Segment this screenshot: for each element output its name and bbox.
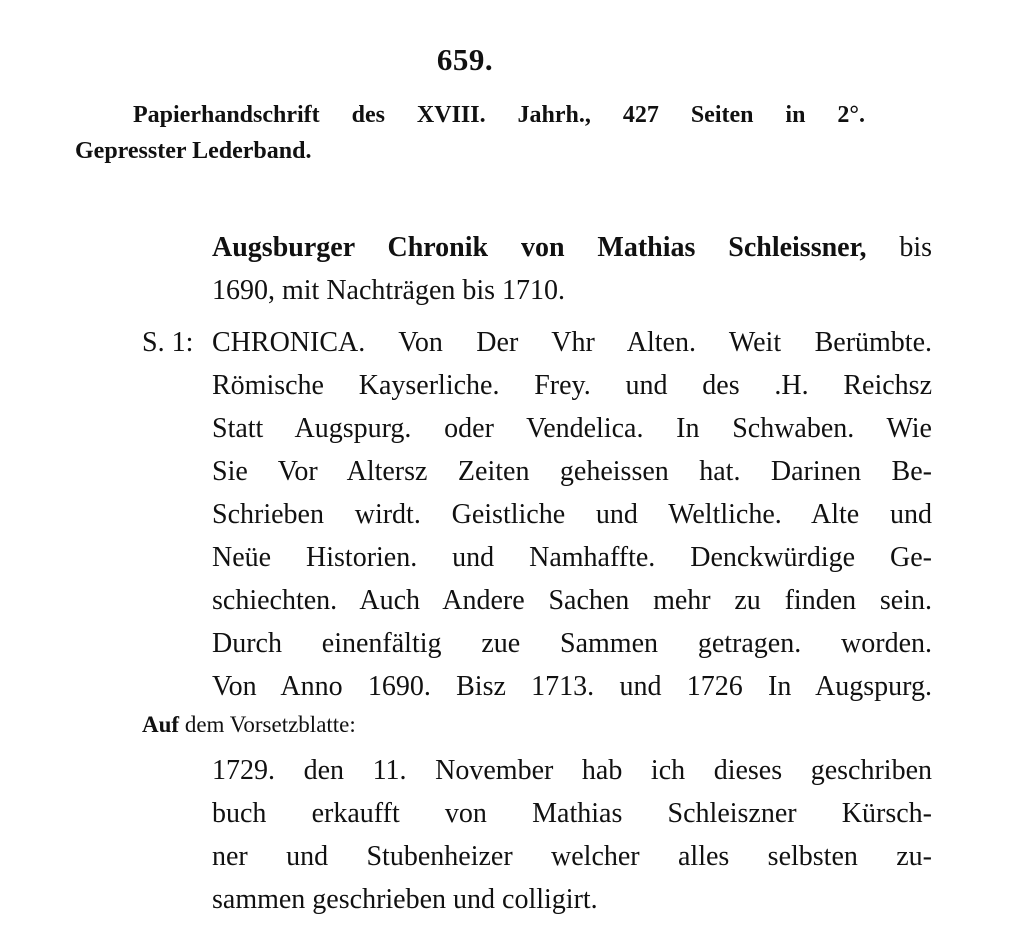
flyleaf-note-label-bold: Auf [142, 712, 180, 737]
flyleaf-note-line: sammen geschrieben und colligirt. [212, 884, 598, 915]
chronica-line: Sie Vor Altersz Zeiten geheissen hat. Darinen Be- [212, 456, 932, 487]
work-title-suffix: bis [866, 232, 933, 263]
flyleaf-note-line: ner und Stubenheizer welcher alles selbsten zu- [212, 841, 932, 872]
work-title-author: Augsburger Chronik von Mathias Schleissner, [212, 232, 867, 263]
flyleaf-note-line: 1729. den 11. November hab ich dieses geschriben [212, 755, 932, 786]
flyleaf-note-label [142, 712, 356, 738]
chronica-line: CHRONICA. Von Der Vhr Alten. Weit Berümbte. [212, 327, 932, 358]
flyleaf-note-label-rest: dem Vorsetzblatte: [179, 712, 356, 737]
chronica-line: Schrieben wirdt. Geistliche und Weltliche. Alte und [212, 499, 932, 530]
work-title [212, 226, 932, 312]
entry-number: 659. [436, 42, 494, 77]
chronica-line: Neüe Historien. und Namhaffte. Denckwürdige Ge- [212, 542, 932, 573]
chronica-line: Römische Kayserliche. Frey. und des .H. Reichsz [212, 370, 932, 401]
chronica-line: schiechten. Auch Andere Sachen mehr zu finden sein. [212, 585, 932, 616]
chronica-line: Statt Augspurg. oder Vendelica. In Schwaben. Wie [212, 413, 932, 444]
flyleaf-note [212, 749, 932, 921]
chronica-line: Von Anno 1690. Bisz 1713. und 1726 In Augspurg. [212, 671, 932, 702]
manuscript-description: Papierhandschrift des XVIII. Jahrh., 427 Seiten in 2°. [133, 102, 865, 128]
chronica-transcription [212, 321, 932, 708]
binding-description: Gepresster Lederband. [75, 138, 312, 164]
flyleaf-note-line: buch erkaufft von Mathias Schleiszner Kürsch- [212, 798, 932, 829]
work-title-line-2: 1690, mit Nachträgen bis 1710. [212, 275, 566, 306]
page-reference: S. 1: [142, 327, 194, 358]
work-title-line-1 [212, 226, 932, 269]
chronica-line: Durch einenfältig zue Sammen getragen. worden. [212, 628, 932, 659]
